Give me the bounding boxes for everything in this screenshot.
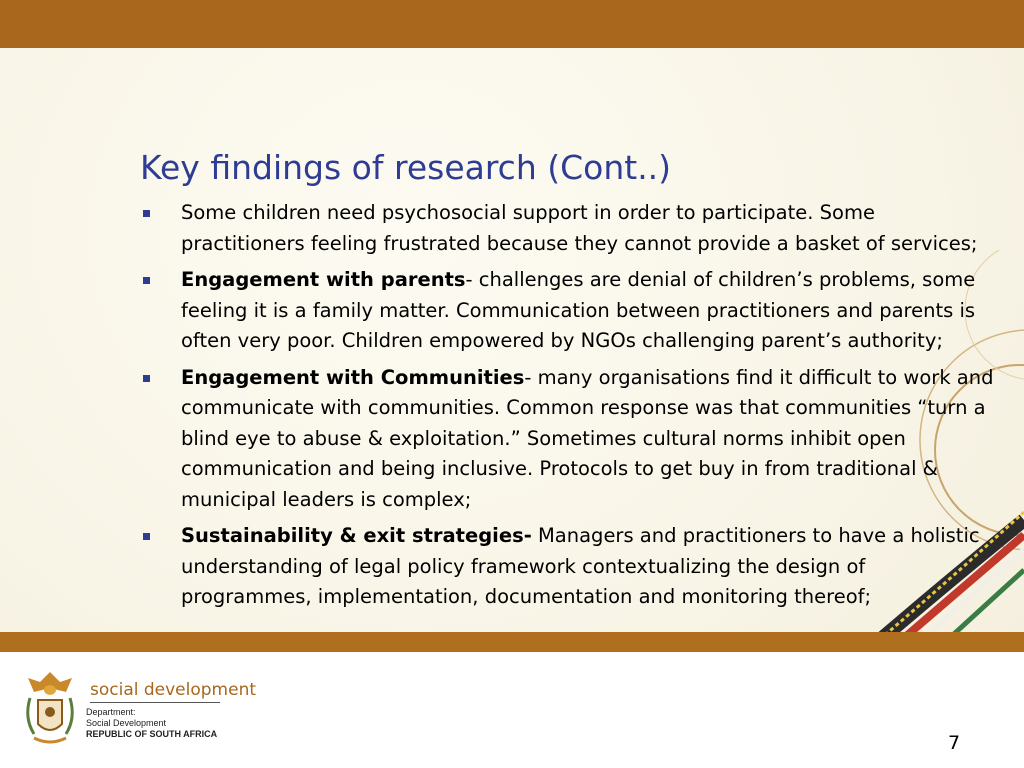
square-bullet-icon — [143, 375, 150, 382]
slide-title: Key findings of research (Cont..) — [140, 148, 672, 187]
brand-name: social development — [90, 680, 257, 700]
bullet-heading: Sustainability & exit strategies- — [181, 524, 532, 547]
brand-divider — [90, 702, 220, 703]
coat-of-arms-icon — [20, 668, 80, 752]
bullet-item — [140, 265, 1000, 357]
dept-line: Social Development — [86, 718, 167, 728]
top-bar — [0, 0, 1024, 48]
square-bullet-icon — [143, 210, 150, 217]
dept-line: Department: — [86, 707, 136, 717]
bullet-heading: Engagement with Communities — [181, 365, 525, 389]
square-bullet-icon — [143, 277, 150, 284]
department-block — [86, 707, 217, 740]
page-number: 7 — [948, 732, 961, 754]
bullet-text: - many organisations find it difficult to work and communicate with communities. Common response was that communities “turn a blind eye to abuse & exploitation.” Sometimes cultural norms inhibit open communication and being inclusive. Protocols to get buy in from traditional & municipal leaders is complex; — [181, 365, 994, 511]
bullet-item — [140, 363, 1000, 516]
bullet-text: Some children need psychosocial support in order to participate. Some practitioners feeling frustrated because they cannot provide a basket of services; — [181, 201, 978, 255]
dept-line: REPUBLIC OF SOUTH AFRICA — [86, 729, 218, 739]
bullet-text: Managers and practitioners to have a holistic understanding of legal policy framework contextualizing the design of programmes, implementation, documentation and monitoring thereof; — [181, 524, 980, 608]
square-bullet-icon — [143, 533, 150, 540]
bullet-item — [140, 521, 1000, 613]
bullet-text: - challenges are denial of children’s problems, some feeling it is a family matter. Communication between practitioners and parents is often very poor. Children empowered by NGOs challenging parent’s authority; — [181, 268, 976, 352]
bullet-heading: Engagement with parents — [181, 268, 466, 291]
bullet-list — [140, 198, 1000, 619]
bottom-band — [0, 632, 1024, 652]
bullet-item — [140, 198, 1000, 259]
